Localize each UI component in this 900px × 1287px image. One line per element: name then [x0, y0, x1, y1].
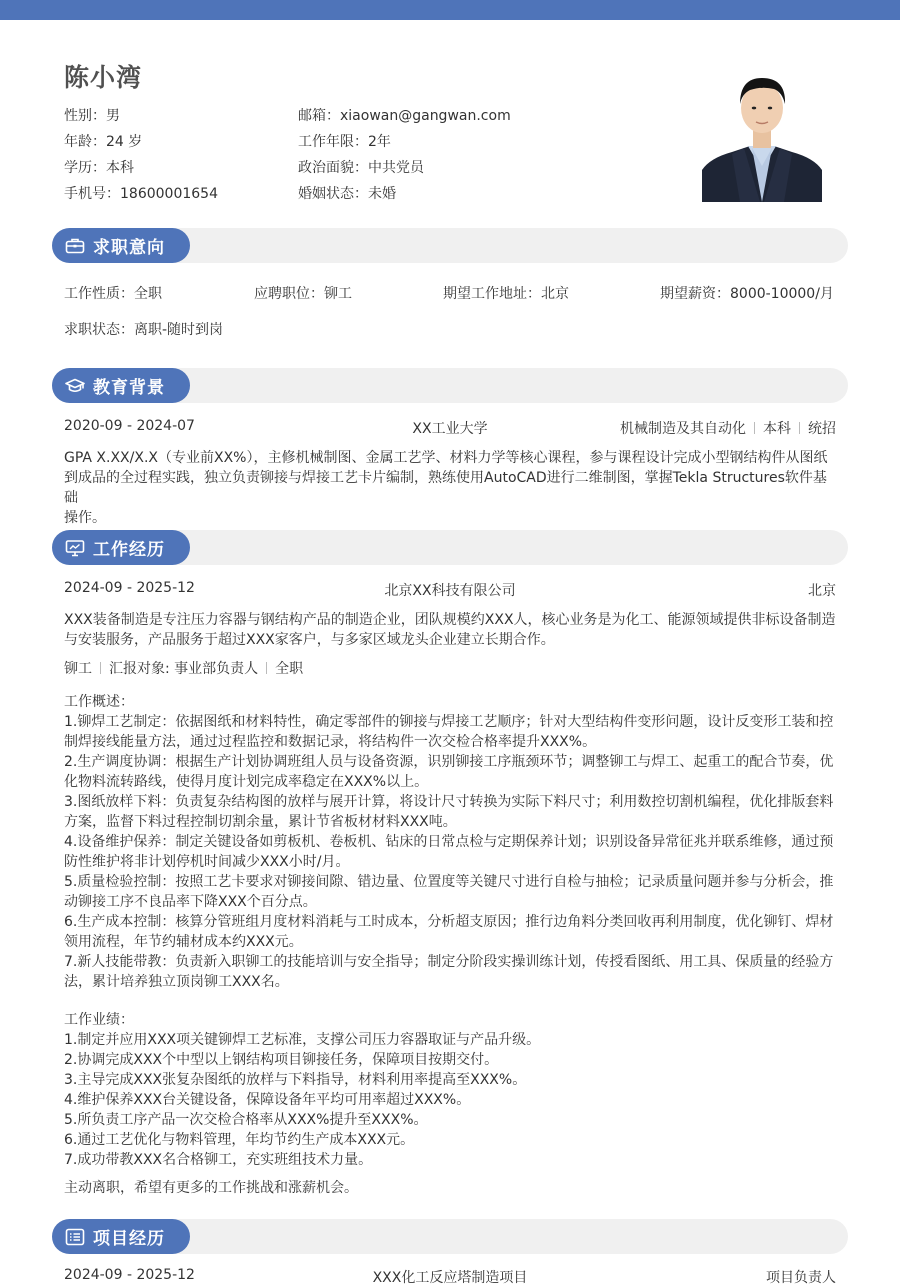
intent-value: 全职: [134, 286, 162, 302]
work-tags: [64, 658, 836, 678]
section-header-pill: [52, 1219, 190, 1254]
info-label: 性别：: [64, 108, 106, 124]
text-line: 3.图纸放样下料：负责复杂结构图的放样与展开计算，将设计尺寸转换为实际下料尺寸；利用数控切割机编程，优化排版套料: [64, 794, 834, 810]
text-line: 3.主导完成XXX张复杂图纸的放样与下料指导，材料利用率提高至XXX%。: [64, 1072, 527, 1088]
education-period: 2020-09 - 2024-07: [64, 418, 195, 434]
info-row: [64, 182, 664, 208]
section-header-pill: [52, 530, 190, 565]
text-line: 7.成功带教XXX名合格铆工，充实班组技术力量。: [64, 1152, 373, 1168]
section-title: 工作经历: [93, 540, 165, 560]
text-line: 制焊接线能量方法，通过过程监控和数据记录，将结构件一次交检合格率提升XXX%。: [64, 734, 597, 750]
info-label: 工作年限：: [298, 134, 368, 150]
intent-label: 求职状态：: [64, 322, 134, 338]
section-title: 教育背景: [93, 378, 165, 398]
info-value: 18600001654: [120, 186, 218, 202]
info-row: [64, 104, 664, 130]
graduation-cap-icon: [65, 376, 85, 396]
text-line: 1.制定并应用XXX项关键铆焊工艺标准，支撑公司压力容器取证与产品升级。: [64, 1032, 541, 1048]
monitor-icon: [65, 538, 85, 558]
text-line: 2.协调完成XXX个中型以上钢结构项目铆接任务，保障项目按期交付。: [64, 1052, 499, 1068]
intent-value: 8000-10000/月: [730, 286, 834, 302]
info-row: [64, 130, 664, 156]
intent-label: 期望薪资：: [660, 286, 730, 302]
education-type: 统招: [807, 421, 836, 437]
text-line: XXX装备制造是专注压力容器与钢结构产品的制造企业，团队规模约XXX人，核心业务是为化工、能源领域提供非标设备制造: [64, 612, 836, 628]
intent-label: 期望工作地址：: [443, 286, 541, 302]
section-header-intent: [52, 228, 848, 263]
section-header-work: [52, 530, 848, 565]
info-marital: [298, 182, 532, 208]
work-company-intro: [64, 610, 840, 650]
education-description: [64, 448, 840, 528]
text-line: 1.铆焊工艺制定：依据图纸和材料特性，确定零部件的铆接与焊接工艺顺序；针对大型结构件变形问题，设计反变形工装和控: [64, 714, 834, 730]
text-line: 5.质量检验控制：按照工艺卡要求对铆接间隙、错边量、位置度等关键尺寸进行自检与抽检；记录质量问题并参与分析会，推: [64, 874, 834, 890]
text-line: 2.生产调度协调：根据生产计划协调班组人员与设备资源，识别铆接工序瓶颈环节；调整铆工与焊工、起重工的配合节奏，优: [64, 754, 834, 770]
intent-item: [443, 283, 569, 303]
basic-info: [64, 104, 664, 208]
info-value: 未婚: [368, 186, 396, 202]
section-header-pill: [52, 228, 190, 263]
info-value: 男: [106, 108, 120, 124]
text-line: 6.通过工艺优化与物料管理，年均节约生产成本XXX元。: [64, 1132, 415, 1148]
achievements-title: 工作业绩：: [64, 1012, 134, 1028]
intent-value: 铆工: [324, 286, 352, 302]
work-header-row: [64, 580, 836, 600]
education-details: [579, 418, 836, 438]
person-photo-icon: [702, 70, 822, 202]
text-line: 4.设备维护保养：制定关键设备如剪板机、卷板机、钻床的日常点检与定期保养计划；识别设备异常征兆并联系维修，通过预: [64, 834, 834, 850]
text-line: 领用流程，年节约辅材成本约XXX元。: [64, 934, 303, 950]
text-line: 5.所负责工序产品一次交检合格率从XXX%提升至XXX%。: [64, 1112, 428, 1128]
intent-item: [64, 283, 162, 303]
info-label: 手机号：: [64, 186, 120, 202]
info-political: [298, 156, 532, 182]
top-accent-bar: [0, 0, 900, 20]
education-degree: 本科: [762, 421, 791, 437]
section-header-education: [52, 368, 848, 403]
text-line: 与安装服务，产品服务于超过XXX家客户，与多家区域龙头企业建立长期合作。: [64, 632, 555, 648]
info-label: 邮箱：: [298, 108, 340, 124]
education-major: 机械制造及其自动化: [619, 421, 746, 437]
info-label: 年龄：: [64, 134, 106, 150]
intent-item: [660, 283, 834, 303]
info-label: 学历：: [64, 160, 106, 176]
list-icon: [65, 1227, 85, 1247]
section-header-pill: [52, 368, 190, 403]
divider: [754, 422, 755, 434]
work-tag-report: 汇报对象: 事业部负责人: [109, 661, 259, 677]
education-header-row: [64, 418, 836, 438]
info-label: 婚姻状态：: [298, 186, 368, 202]
intent-label: 应聘职位：: [254, 286, 324, 302]
info-education: [64, 156, 298, 182]
text-line: 动铆接工序不良品率下降XXX个百分点。: [64, 894, 317, 910]
profile-photo: [702, 70, 822, 202]
info-value: xiaowan@gangwan.com: [340, 108, 511, 124]
candidate-name: 陈小湾: [64, 63, 143, 92]
text-line: 6.生产成本控制：核算分管班组月度材料消耗与工时成本，分析超支原因；推行边角料分类回收再利用制度，优化铆钉、焊材: [64, 914, 834, 930]
work-overview: [64, 692, 840, 992]
work-tag-role: 铆工: [64, 661, 92, 677]
project-header-row: [64, 1267, 836, 1287]
text-line: 防性维护将非计划停机时间减少XXX小时/月。: [64, 854, 350, 870]
briefcase-icon: [65, 236, 85, 256]
info-email: [298, 104, 532, 130]
info-row: [64, 156, 664, 182]
text-line: 7.新人技能带教：负责新入职铆工的技能培训与安全指导；制定分阶段实操训练计划，传授看图纸、用工具、保质量的经验方: [64, 954, 834, 970]
intent-value: 北京: [541, 286, 569, 302]
intent-label: 工作性质：: [64, 286, 134, 302]
work-tag-type: 全职: [275, 661, 304, 677]
text-line: 4.维护保养XXX台关键设备，保障设备年平均可用率超过XXX%。: [64, 1092, 471, 1108]
info-value: 本科: [106, 160, 134, 176]
text-line: 方案，监督下料过程控制切割余量，累计节省板材材料XXX吨。: [64, 814, 457, 830]
section-header-project: [52, 1219, 848, 1254]
info-value: 中共党员: [368, 160, 424, 176]
section-title: 求职意向: [93, 238, 165, 258]
info-value: 2年: [368, 134, 391, 150]
overview-title: 工作概述：: [64, 694, 134, 710]
text-line: 法，累计培养独立顶岗铆工XXX名。: [64, 974, 289, 990]
info-value: 24 岁: [106, 134, 143, 150]
section-title: 项目经历: [93, 1229, 165, 1249]
text-line: 到成品的全过程实践，独立负责铆接与焊接工艺卡片编制，熟练使用AutoCAD进行二维制图，掌握Tekla Structures软件基础: [64, 470, 827, 506]
info-age: [64, 130, 298, 156]
divider: [266, 662, 267, 674]
intent-value: 离职-随时到岗: [134, 322, 224, 338]
info-gender: [64, 104, 298, 130]
work-company: 北京XX科技有限公司: [384, 583, 516, 599]
work-city: 北京: [807, 583, 836, 599]
project-role: 项目负责人: [765, 1270, 836, 1286]
text-line: 化物料流转路线，使得月度计划完成率稳定在XXX%以上。: [64, 774, 429, 790]
work-period: 2024-09 - 2025-12: [64, 580, 195, 596]
education-school: XX工业大学: [412, 421, 488, 437]
info-label: 政治面貌：: [298, 160, 368, 176]
project-period: 2024-09 - 2025-12: [64, 1267, 195, 1283]
project-name: XXX化工反应塔制造项目: [372, 1270, 528, 1286]
divider: [799, 422, 800, 434]
work-leave-reason: 主动离职，希望有更多的工作挑战和涨薪机会。: [64, 1180, 358, 1196]
intent-item: [254, 283, 352, 303]
intent-status: [64, 319, 836, 339]
divider: [100, 662, 101, 674]
info-years: [298, 130, 532, 156]
text-line: GPA X.XX/X.X（专业前XX%），主修机械制图、金属工艺学、材料力学等核心课程，参与课程设计完成小型钢结构件从图纸: [64, 450, 828, 466]
info-phone: [64, 182, 298, 208]
text-line: 操作。: [64, 510, 106, 526]
work-achievements: [64, 1010, 840, 1170]
